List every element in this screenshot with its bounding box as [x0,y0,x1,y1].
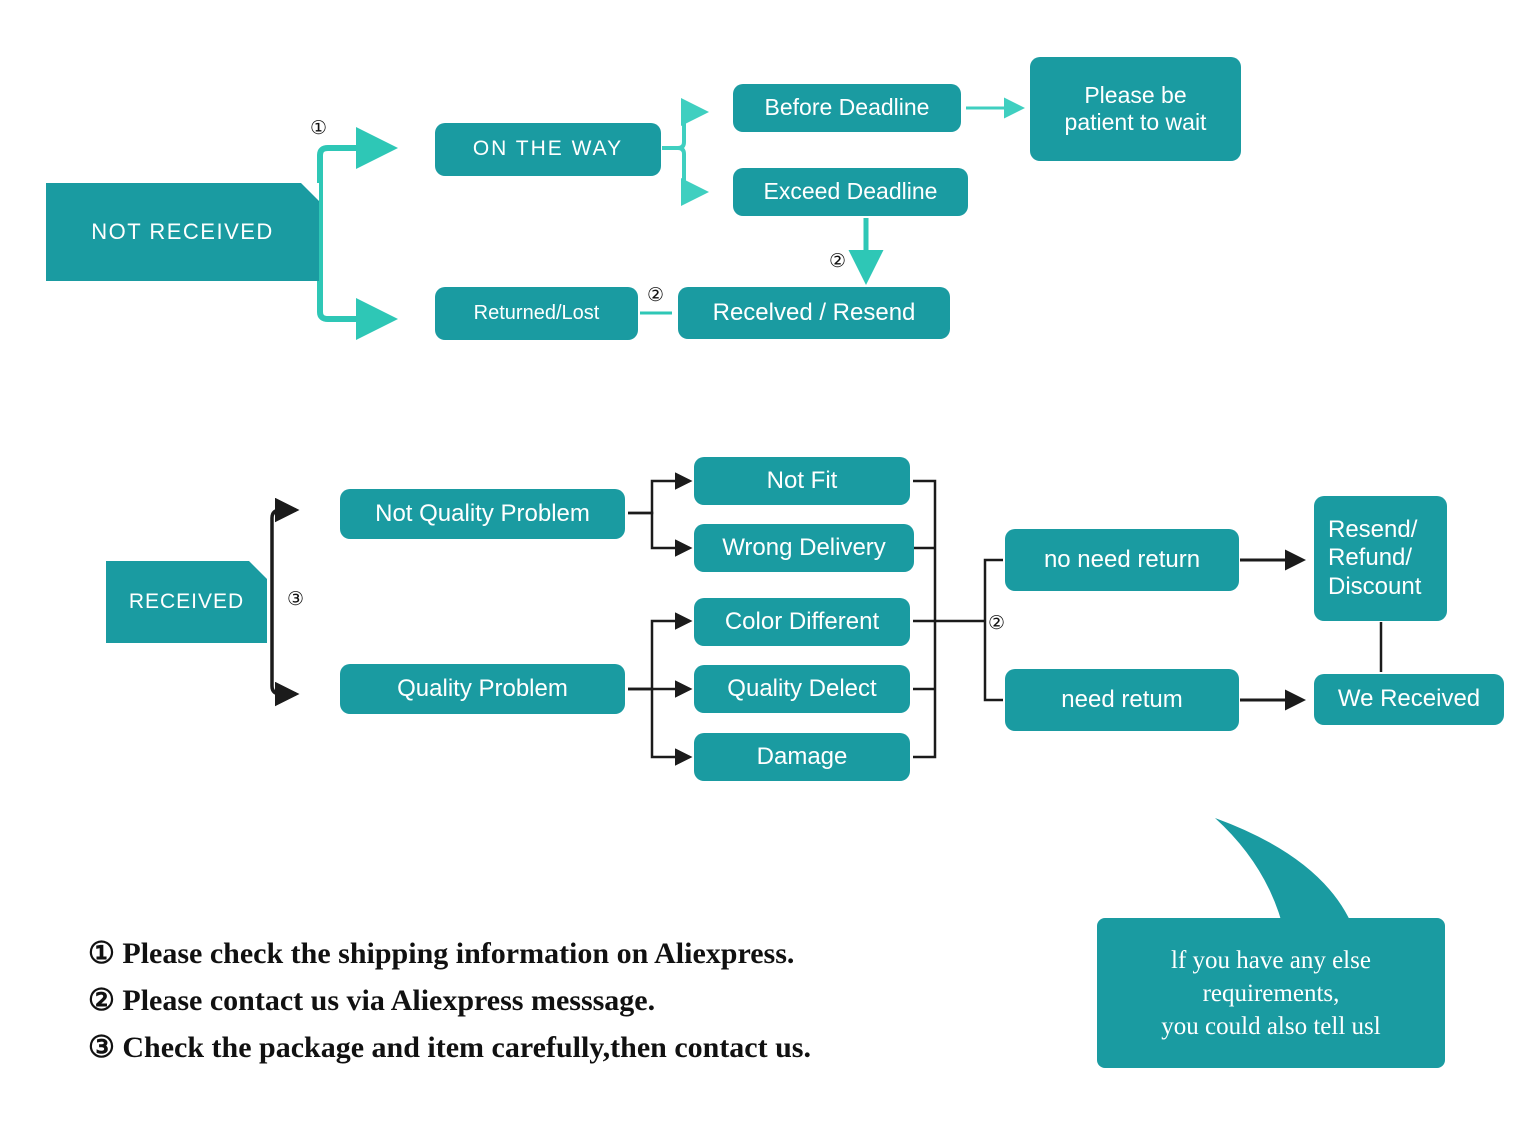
node-need-return [1005,669,1239,731]
node-please-wait [1030,57,1241,161]
node-quality-delect-label: Quality Delect [727,674,877,702]
node-exceed-deadline-label: Exceed Deadline [763,178,938,205]
node-wrong-delivery [694,524,914,572]
node-received-resend-label: Recelved / Resend [712,298,916,326]
node-need-return-label: need retum [1061,685,1183,713]
legend-line-1: ① Please check the shipping information on Aliexpress. [88,937,795,970]
resend-line1: Resend/ [1328,516,1418,544]
node-not-quality-problem [340,489,625,539]
legend-line-3: ③ Check the package and item carefully,then contact us. [88,1031,811,1064]
marker-two-merge: ② [988,612,1006,634]
resend-line2: Refund/ [1328,544,1413,572]
node-please-wait-line1: Please be [1084,81,1187,108]
corner-fold-icon-2 [249,561,267,579]
node-on-the-way-label: ON THE WAY [472,137,624,161]
node-quality-problem-label: Quality Problem [397,674,568,702]
marker-two-exceed: ② [829,250,847,272]
callout-line-3: you could also tell usl [1161,1012,1381,1040]
node-damage [694,733,910,781]
corner-fold-icon [301,183,319,201]
node-quality-delect [694,665,910,713]
node-not-fit [694,457,910,505]
callout-line-1: lf you have any else [1171,946,1371,974]
legend [88,930,1038,1071]
callout-bubble [1097,918,1445,1068]
marker-two-returned: ② [647,284,665,306]
node-not-received-label: NOT RECEIVED [91,219,274,244]
node-received [106,561,267,643]
node-before-deadline [733,84,961,132]
node-not-received [46,183,319,281]
node-returned-lost-label: Returned/Lost [473,301,600,324]
marker-one-top: ① [310,117,328,139]
marker-three: ③ [287,588,305,610]
node-before-deadline-label: Before Deadline [764,94,930,121]
node-no-need-return [1005,529,1239,591]
node-on-the-way [435,123,661,176]
node-we-received [1314,674,1504,725]
node-no-need-return-label: no need return [1043,545,1201,573]
node-exceed-deadline [733,168,968,216]
node-color-different-label: Color Different [724,607,880,635]
node-damage-label: Damage [756,742,848,770]
node-we-received-label: We Received [1337,685,1481,713]
node-resend-refund-discount [1314,496,1447,621]
callout-line-2: requirements, [1202,979,1340,1007]
node-received-resend [678,287,950,339]
legend-line-2: ② Please contact us via Aliexpress messsage. [88,984,656,1017]
node-received-label: RECEIVED [128,590,245,613]
node-not-fit-label: Not Fit [766,466,838,494]
node-wrong-delivery-label: Wrong Delivery [722,533,886,561]
node-not-quality-problem-label: Not Quality Problem [375,499,590,527]
node-returned-lost [435,287,638,340]
node-please-wait-line2: patient to wait [1064,109,1207,135]
node-quality-problem [340,664,625,714]
node-color-different [694,598,910,646]
resend-line3: Discount [1328,572,1422,600]
